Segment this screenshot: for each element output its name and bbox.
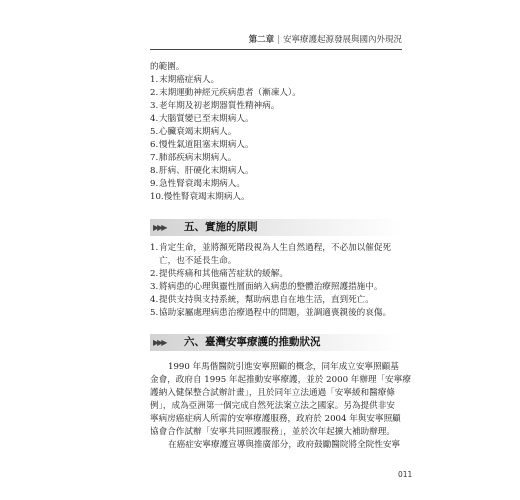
section-title: 六、臺灣安寧療護的推動狀況 bbox=[184, 336, 321, 348]
list-item: 3.老年期及初老期器質性精神病。 bbox=[150, 101, 280, 111]
section-heading-principles bbox=[150, 219, 402, 236]
list-item: 5.協助家屬處理病患治療過程中的問題，並調適喪親後的哀傷。 bbox=[150, 308, 392, 318]
list-item: 1.肯定生命，並將瀕死階段視為人生自然過程，不必加以催促死 bbox=[150, 243, 392, 253]
list-item: 2.提供疼痛和其他痛苦症狀的緩解。 bbox=[150, 269, 288, 279]
body-paragraph bbox=[150, 361, 411, 452]
list-item-continuation: 亡，也不延長生命。 bbox=[159, 256, 237, 266]
list-item: 3.將病患的心理與靈性層面納入病患的整體治療照護措施中。 bbox=[150, 282, 383, 292]
header-separator: | bbox=[277, 35, 280, 45]
list-item: 9.急性腎衰竭末期病人。 bbox=[150, 179, 245, 189]
paragraph-line: 例」，成為亞洲第一個完成自然死法案立法之國家。另為提供非安 bbox=[150, 401, 395, 411]
paragraph-line: 1990 年馬偕醫院引進安寧照顧的概念，同年成立安寧照顧基 bbox=[168, 362, 399, 372]
list-item: 7.肺部疾病末期病人。 bbox=[150, 153, 237, 163]
triple-arrow-icon: ▶▶▶ bbox=[153, 223, 166, 232]
paragraph-line: 協會合作試辦「安寧共同照護服務」，並於次年起擴大補助辦理。 bbox=[150, 427, 395, 437]
page-number: 011 bbox=[398, 470, 413, 479]
chapter-label: 第二章 bbox=[248, 35, 275, 45]
section-title: 五、實施的原則 bbox=[184, 221, 258, 233]
list-item: 8.肝病、肝硬化末期病人。 bbox=[150, 166, 254, 176]
paragraph-line: 護納入健保整合試辦計畫」，且於同年立法通過「安寧緩和醫療條 bbox=[150, 388, 395, 398]
paragraph-line: 在癌症安寧療護宣導與推廣部分，政府鼓勵醫院將全院性安寧 bbox=[168, 440, 401, 450]
header-rule bbox=[150, 49, 402, 50]
chapter-title: 安寧療護起源發展與國內外現況 bbox=[282, 35, 402, 45]
list-item: 6.慢性氣道阻塞末期病人。 bbox=[150, 140, 254, 150]
paragraph-line: 寧病房癌症病人所需的安寧療護服務，政府於 2004 年與安寧照顧 bbox=[150, 414, 401, 424]
list-item: 1.末期癌症病人。 bbox=[150, 75, 220, 85]
paragraph-line: 金會，政府自 1995 年起推動安寧療護，並於 2000 年辦理「安寧療 bbox=[150, 375, 411, 385]
list-item: 10.慢性腎衰竭末期病人。 bbox=[150, 192, 250, 202]
list-item: 2.末期運動神經元疾病患者（漸凍人）。 bbox=[150, 88, 301, 98]
list-item: 5.心臟衰竭末期病人。 bbox=[150, 127, 237, 137]
list-item: 4.大腦質變已至末期病人。 bbox=[150, 114, 254, 124]
intro-text: 的範圍。 bbox=[150, 62, 185, 72]
list-item: 4.提供支持與支持系統，幫助病患自在地生活，直到死亡。 bbox=[150, 295, 374, 305]
section-heading-taiwan bbox=[150, 334, 402, 351]
triple-arrow-icon: ▶▶▶ bbox=[153, 338, 166, 347]
